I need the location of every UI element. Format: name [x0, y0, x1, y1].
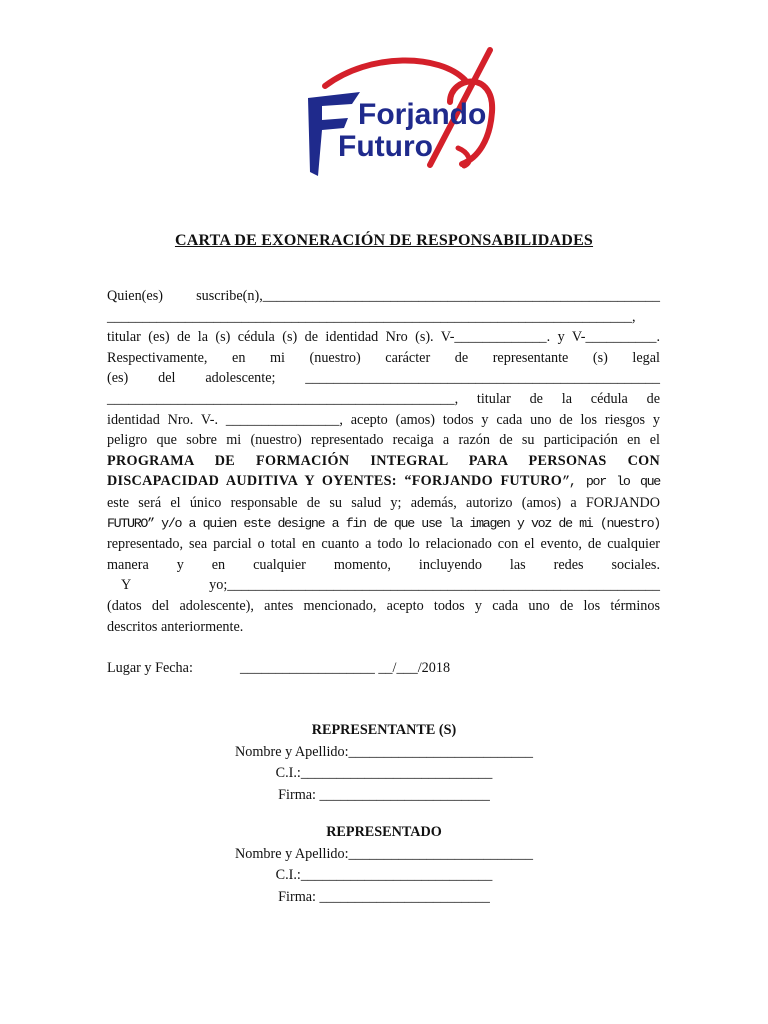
- text-line: manera y en cualquier momento, incluyendo las redes sociales.: [107, 556, 660, 573]
- consent-paragraph: [107, 286, 660, 637]
- representado-heading: REPRESENTADO: [326, 824, 442, 840]
- representante-signature-block: [0, 720, 768, 806]
- text-line: Respectivamente, en mi (nuestro) carácter de representante (s) legal: [107, 349, 660, 366]
- representante-ci-field[interactable]: C.I.:___________________________: [275, 765, 493, 781]
- text-line: identidad Nro. V-. ________________, acepto (amos) todos y cada uno de los riesgos y: [107, 411, 660, 428]
- program-name-rest: ”, por lo que: [562, 474, 660, 490]
- program-name-line: PROGRAMA DE FORMACIÓN INTEGRAL PARA PERSONAS CON: [107, 452, 660, 469]
- text-line: peligro que sobre mi (nuestro) representado recaiga a razón de su participación en el: [107, 432, 660, 449]
- text-line: Quien(es) suscribe(n),________________________________________________________: [107, 288, 660, 304]
- representado-ci-field[interactable]: C.I.:___________________________: [275, 867, 493, 883]
- text-line: este será el único responsable de su salud y; además, autorizo (amos) a FORJANDO: [107, 494, 660, 511]
- text-line: representado, sea parcial o total en cuanto a todo lo relacionado con el evento, de cualquier: [107, 536, 660, 553]
- representante-signature-field[interactable]: Firma: ________________________: [278, 786, 490, 803]
- text-line: (datos del adolescente), antes mencionado, acepto todos y cada uno de los términos: [107, 597, 660, 614]
- logo-line1: Forjando: [358, 98, 487, 131]
- text-line: titular (es) de la (s) cédula (s) de identidad Nro (s). V-_____________. y V-__________.: [107, 329, 660, 346]
- representante-name-field[interactable]: Nombre y Apellido:__________________________: [235, 743, 533, 760]
- representante-heading: REPRESENTANTE (S): [311, 722, 457, 738]
- representado-name-field[interactable]: Nombre y Apellido:__________________________: [235, 845, 533, 862]
- text-line: _________________________________________________, titular de la cédula de: [107, 390, 660, 407]
- logo-line2: Futuro: [338, 130, 433, 163]
- text-line: descritos anteriormente.: [107, 618, 244, 635]
- text-line: __________________________________________________________________________,: [107, 308, 636, 325]
- text-line: (es) del adolescente; __________________________________________________: [107, 370, 660, 387]
- place-date-label: Lugar y Fecha:: [107, 660, 193, 676]
- representado-signature-field[interactable]: Firma: ________________________: [278, 888, 490, 905]
- text-line: FUTURO” y/o a quien este designe a fin de que use la imagen y voz de mi (nuestro): [107, 515, 660, 531]
- program-name-line-2: [107, 471, 660, 493]
- place-date-row: [107, 660, 451, 677]
- program-name-bold: DISCAPACIDAD AUDITIVA Y OYENTES: “FORJANDO FUTURO: [107, 473, 563, 490]
- representado-signature-block: [0, 822, 768, 908]
- document-title: CARTA DE EXONERACIÓN DE RESPONSABILIDADES: [174, 232, 594, 249]
- place-date-field[interactable]: ___________________ __/___/2018: [240, 660, 451, 676]
- forjando-futuro-logo: [300, 40, 510, 190]
- text-line: Y yo;_____________________________________________________________: [121, 577, 660, 594]
